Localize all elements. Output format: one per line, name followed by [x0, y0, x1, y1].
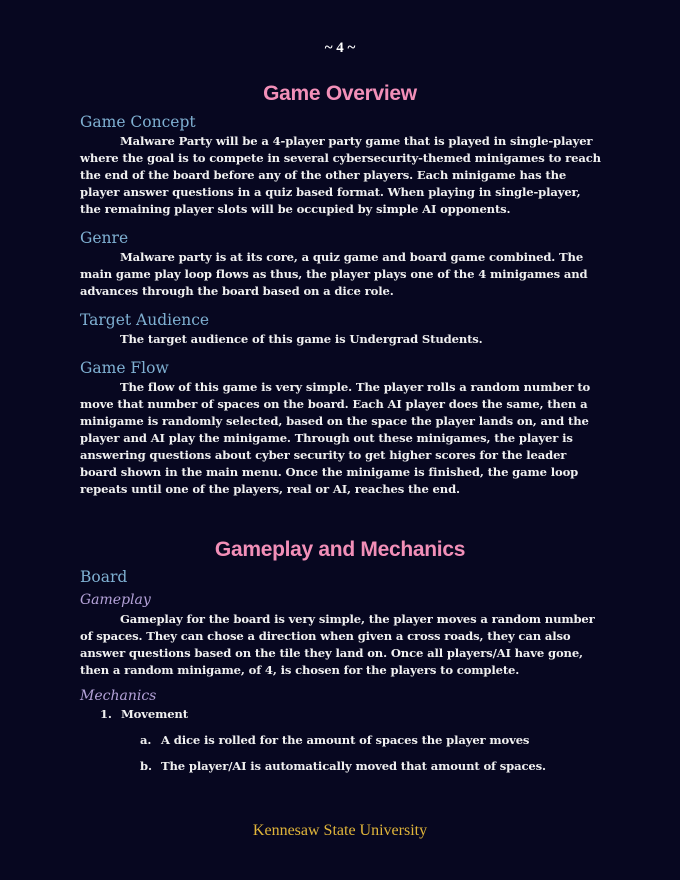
list-marker: 1. — [100, 707, 112, 721]
paragraph-text: The target audience of this game is Undergrad Students. — [120, 332, 483, 346]
paragraph-genre — [80, 249, 605, 300]
heading-game-flow: Game Flow — [80, 359, 169, 377]
list-label: A dice is rolled for the amount of spaces the player moves — [161, 733, 530, 747]
list-subitem-auto-move — [140, 759, 546, 773]
list-marker: a. — [140, 733, 152, 747]
paragraph-game-flow — [80, 379, 605, 498]
list-subitem-dice-roll — [140, 733, 529, 747]
footer-university: Kennesaw State University — [252, 822, 428, 839]
paragraph-game-concept — [80, 133, 605, 218]
heading-game-concept: Game Concept — [80, 113, 196, 131]
section-title-game-overview: Game Overview — [263, 82, 417, 105]
paragraph-target-audience — [80, 331, 605, 348]
page-number: ~ 4 ~ — [324, 40, 356, 56]
subheading-gameplay: Gameplay — [80, 592, 151, 608]
subheading-mechanics: Mechanics — [80, 688, 157, 704]
paragraph-text: Malware Party will be a 4-player party game that is played in single-player where the goal is to compete in several cybersecurity-themed minigames to reach the end of the board before any of the other players. Each minigame has the player answer questions in a quiz based format. When playing in single-player, the remaining player slots will be occupied by simple AI opponents. — [80, 134, 601, 216]
paragraph-text: The flow of this game is very simple. The player rolls a random number to move that number of spaces on the board. Each AI player does the same, then a minigame is randomly selected, based on the space the player lands on, and the player and AI play the minigame. Through out these minigames, the player is answering questions about cyber security to get higher scores for the leader board shown in the main menu. Once the minigame is finished, the game loop repeats until one of the players, real or AI, reaches the end. — [80, 380, 591, 496]
list-marker: b. — [140, 759, 152, 773]
list-label: The player/AI is automatically moved that amount of spaces. — [161, 759, 546, 773]
list-label: Movement — [121, 707, 188, 721]
heading-target-audience: Target Audience — [80, 311, 210, 329]
paragraph-text: Gameplay for the board is very simple, the player moves a random number of spaces. They can chose a direction when given a cross roads, they can also answer questions based on the tile they land on. Once all players/AI have gone, then a random minigame, of 4, is chosen for the players to complete. — [80, 612, 595, 677]
list-item-movement — [100, 707, 188, 721]
paragraph-text: Malware party is at its core, a quiz game and board game combined. The main game play loop flows as thus, the player plays one of the 4 minigames and advances through the board based on a dice role. — [80, 250, 588, 298]
paragraph-board-gameplay — [80, 611, 605, 679]
heading-board: Board — [80, 568, 128, 586]
section-title-gameplay-mechanics: Gameplay and Mechanics — [214, 538, 466, 561]
heading-genre: Genre — [80, 229, 129, 247]
